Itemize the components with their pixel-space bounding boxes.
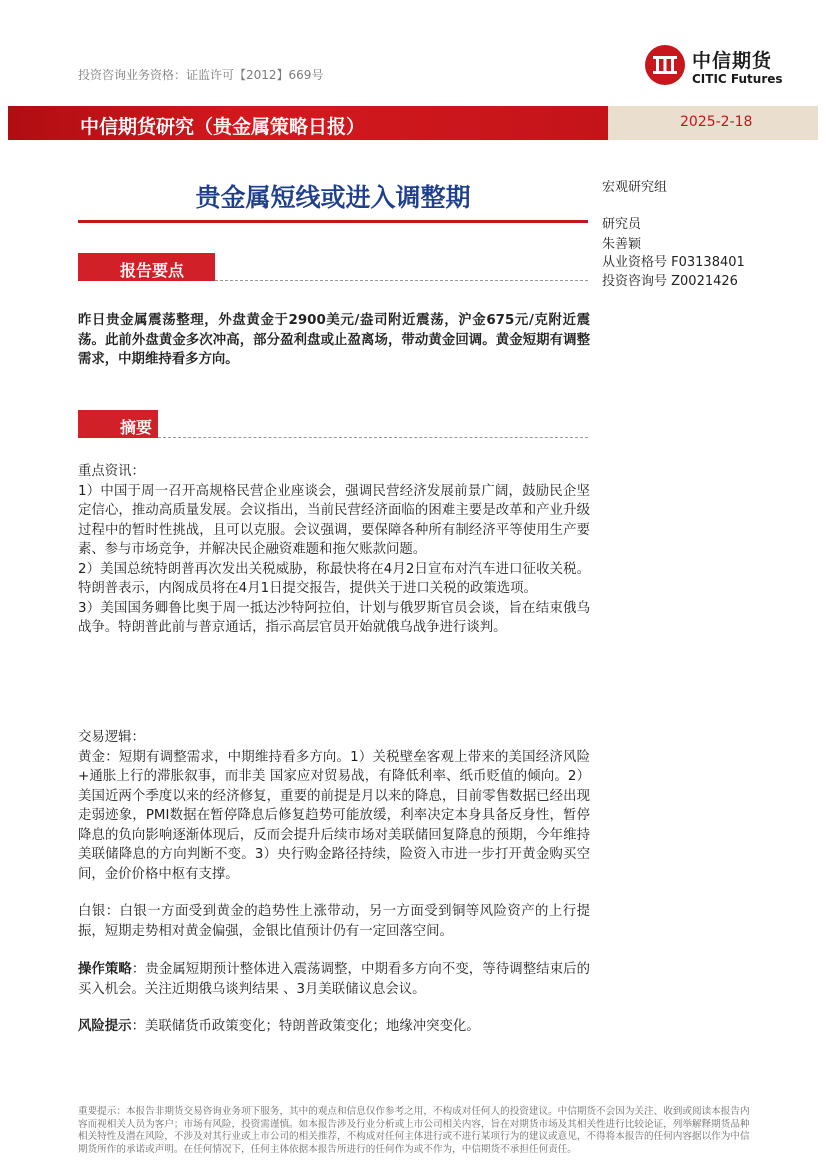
citic-logo-icon <box>644 44 686 86</box>
section-dashed-line <box>215 280 588 281</box>
analyst-advisory-license: 投资咨询号 Z0021426 <box>602 274 738 289</box>
logic-heading: 交易逻辑： <box>78 730 145 745</box>
news-item: 2）美国总统特朗普再次发出关税威胁，称最快将在4月2日宣布对汽车进口征收关税。特朗普表示，内阁成员将在4月1日提交报告，提供关于进口关税的政策选项。 <box>78 561 590 596</box>
news-item: 3）美国国务卿鲁比奥于周一抵达沙特阿拉伯，计划与俄罗斯官员会谈，旨在结束俄乌战争。特朗普此前与普京通话，指示高层官员开始就俄乌战争进行谈判。 <box>78 600 590 635</box>
title-divider <box>78 220 588 223</box>
gold-analysis: 黄金：短期有调整需求，中期维持看多方向。1）关税壁垒客观上带来的美国经济风险+通胀上行的滞胀叙事，而非美 国家应对贸易战，有降低利率、纸币贬值的倾向。2）美国近两个季度以来的经济修复，重要的前提是月以来的降息，目前零售数据已经出现走弱迹象，PMI数据在暂停降息后修复趋势可能放缓，利率决定本身具备反身性，暂停降息的负向影响逐渐体现后，反而会提升后续市场对美联储回复降息的预期，今年维持美联储降息的方向判断不变。3）央行购金路径持续，险资入市进一步打开黄金购买空间，金价价格中枢有支撑。 <box>78 749 590 882</box>
key-points-text: 昨日贵金属震荡整理，外盘黄金于2900美元/盎司附近震荡，沪金675元/克附近震荡。此前外盘黄金多次冲高，部分盈利盘或止盈离场，带动黄金回调。黄金短期有调整需求，中期维持看多方向。 <box>78 313 590 367</box>
report-date: 2025-2-18 <box>680 114 753 130</box>
license-text: 投资咨询业务资格：证监许可【2012】669号 <box>78 68 324 82</box>
news-item: 1）中国于周一召开高规格民营企业座谈会，强调民营经济发展前景广阔，鼓励民企坚定信心，推动高质量发展。会议指出，当前民营经济面临的困难主要是改革和产业升级过程中的暂时性挑战，且可以克服。会议强调，要保障各种所有制经济平等使用生产要素、参与市场竞争，并解决民企融资难题和拖欠账款问题。 <box>78 483 590 557</box>
company-logo <box>644 44 806 94</box>
strategy-label: 操作策略 <box>78 962 132 977</box>
trading-logic-block <box>78 728 590 884</box>
section-label: 报告要点 <box>120 261 185 280</box>
analyst-role: 研究员 <box>602 217 642 232</box>
section-key-points <box>78 253 588 281</box>
logo-english-name: CITIC Futures <box>692 72 783 86</box>
section-label: 摘要 <box>120 418 153 437</box>
news-block <box>78 462 590 638</box>
page-title: 贵金属短线或进入调整期 <box>195 183 471 212</box>
section-summary <box>78 410 588 438</box>
news-heading: 重点资讯： <box>78 464 145 479</box>
strategy-text: ：贵金属短期预计整体进入震荡调整，中期看多方向不变，等待调整结束后的买入机会。关注近期俄乌谈判结果 、3月美联储议息会议。 <box>78 962 590 997</box>
risk-label: 风险提示 <box>78 1019 132 1034</box>
logo-chinese-name: 中信期货 <box>692 50 773 72</box>
report-banner <box>8 106 818 140</box>
banner-title: 中信期货研究（贵金属策略日报） <box>80 116 366 138</box>
analyst-license: 从业资格号 F03138401 <box>602 255 745 270</box>
risk-block <box>78 1017 590 1037</box>
risk-text: ：美联储货币政策变化；特朗普政策变化；地缘冲突变化。 <box>131 1019 480 1034</box>
strategy-block <box>78 960 590 999</box>
research-group: 宏观研究组 <box>602 180 668 195</box>
disclaimer-text: 重要提示：本报告非期货交易咨询业务项下服务，其中的观点和信息仅作参考之用，不构成对任何人的投资建议。中信期货不会因为关注、收到或阅读本报告内容而视相关人员为客户；市场有风险，投资需谨慎。如本报告涉及行业分析或上市公司相关内容，旨在对期货市场及其相关性进行比较论证，列举解释期货品种相关特性及潜在风险，不涉及对其行业或上市公司的相关推荐，不构成对任何主体进行或不进行某项行为的建议或意见，不得将本报告的任何内容据以作为中信期货所作的承诺或声明。在任何情况下，任何主体依据本报告所进行的任何作为或不作为，中信期货不承担任何责任。 <box>78 1106 750 1155</box>
silver-analysis: 白银：白银一方面受到黄金的趋势性上涨带动，另一方面受到铜等风险资产的上行提振，短期走势相对黄金偏强，金银比值预计仍有一定回落空间。 <box>78 904 590 939</box>
analyst-name: 朱善颖 <box>602 237 642 252</box>
section-dashed-line <box>158 437 588 438</box>
